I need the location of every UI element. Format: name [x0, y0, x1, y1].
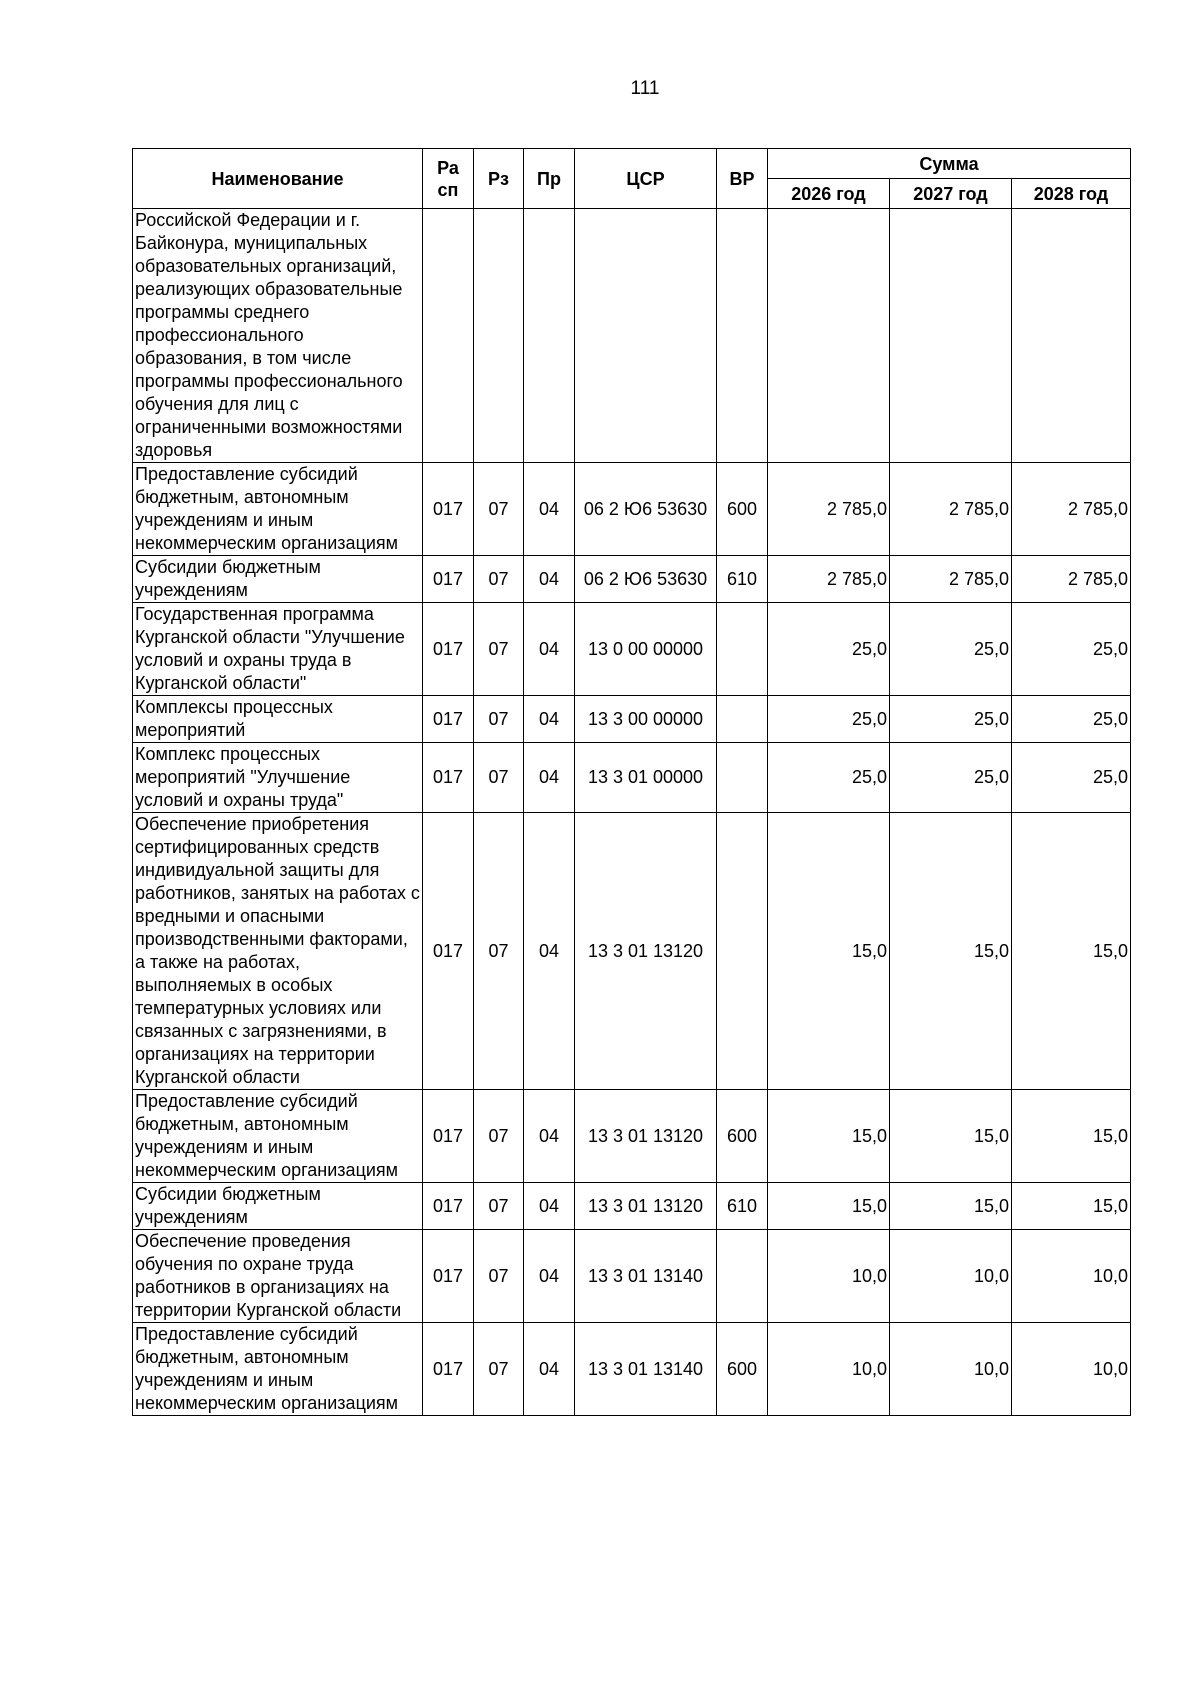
- cell-rasp: 017: [423, 603, 474, 696]
- cell-pr: 04: [524, 603, 575, 696]
- cell-csr: 13 3 01 13140: [575, 1230, 717, 1323]
- cell-rasp: 017: [423, 1323, 474, 1416]
- cell-csr: 13 0 00 00000: [575, 603, 717, 696]
- cell-pr: 04: [524, 1183, 575, 1230]
- cell-name: Предоставление субсидий бюджетным, автономным учреждениям и иным некоммерческим организациям: [133, 1090, 423, 1183]
- cell-vr: 610: [717, 1183, 768, 1230]
- header-year-2028: 2028 год: [1012, 179, 1131, 209]
- cell-rasp: [423, 209, 474, 463]
- table-row: [133, 463, 1131, 556]
- cell-amount-2028: 2 785,0: [1012, 556, 1131, 603]
- cell-csr: 13 3 01 13140: [575, 1323, 717, 1416]
- table-row: [133, 209, 1131, 463]
- table-header: [133, 149, 1131, 209]
- cell-amount-2027: 10,0: [890, 1323, 1012, 1416]
- cell-amount-2027: 15,0: [890, 1183, 1012, 1230]
- cell-rz: 07: [474, 1183, 524, 1230]
- cell-amount-2026: 15,0: [768, 1090, 890, 1183]
- cell-rasp: 017: [423, 696, 474, 743]
- cell-amount-2027: 15,0: [890, 813, 1012, 1090]
- cell-amount-2026: 25,0: [768, 696, 890, 743]
- cell-amount-2028: 2 785,0: [1012, 463, 1131, 556]
- cell-csr: 06 2 Ю6 53630: [575, 463, 717, 556]
- cell-amount-2027: 25,0: [890, 743, 1012, 813]
- cell-amount-2028: 10,0: [1012, 1230, 1131, 1323]
- cell-vr: 600: [717, 1090, 768, 1183]
- cell-amount-2027: 2 785,0: [890, 463, 1012, 556]
- cell-amount-2026: [768, 209, 890, 463]
- cell-pr: 04: [524, 813, 575, 1090]
- cell-amount-2026: 25,0: [768, 603, 890, 696]
- cell-pr: 04: [524, 1230, 575, 1323]
- cell-csr: 13 3 01 13120: [575, 1183, 717, 1230]
- header-year-2027: 2027 год: [890, 179, 1012, 209]
- cell-name: Предоставление субсидий бюджетным, автономным учреждениям и иным некоммерческим организациям: [133, 1323, 423, 1416]
- cell-amount-2028: 10,0: [1012, 1323, 1131, 1416]
- cell-name: Субсидии бюджетным учреждениям: [133, 1183, 423, 1230]
- header-year-2026: 2026 год: [768, 179, 890, 209]
- cell-rz: 07: [474, 603, 524, 696]
- cell-rz: 07: [474, 1230, 524, 1323]
- cell-rz: 07: [474, 813, 524, 1090]
- table-row: [133, 1090, 1131, 1183]
- header-rz: Рз: [474, 149, 524, 209]
- cell-amount-2026: 10,0: [768, 1230, 890, 1323]
- cell-name: Субсидии бюджетным учреждениям: [133, 556, 423, 603]
- cell-amount-2028: [1012, 209, 1131, 463]
- cell-amount-2027: 25,0: [890, 603, 1012, 696]
- table-row: [133, 696, 1131, 743]
- cell-amount-2027: 2 785,0: [890, 556, 1012, 603]
- header-csr: ЦСР: [575, 149, 717, 209]
- cell-vr: [717, 1230, 768, 1323]
- cell-csr: 13 3 00 00000: [575, 696, 717, 743]
- cell-rz: 07: [474, 1090, 524, 1183]
- cell-name: Предоставление субсидий бюджетным, автономным учреждениям и иным некоммерческим организациям: [133, 463, 423, 556]
- cell-rz: 07: [474, 463, 524, 556]
- cell-rz: 07: [474, 1323, 524, 1416]
- header-vr: ВР: [717, 149, 768, 209]
- cell-csr: 13 3 01 13120: [575, 1090, 717, 1183]
- cell-name: Обеспечение приобретения сертифицированных средств индивидуальной защиты для работников, занятых на работах с вредными и опасными производственными факторами, а также на работах, выполняемых в особых температурных условиях или связанных с загрязнениями, в организациях на территории Курганской области: [133, 813, 423, 1090]
- cell-amount-2026: 2 785,0: [768, 463, 890, 556]
- cell-name: Обеспечение проведения обучения по охране труда работников в организациях на территории Курганской области: [133, 1230, 423, 1323]
- cell-amount-2027: 10,0: [890, 1230, 1012, 1323]
- cell-rz: 07: [474, 556, 524, 603]
- cell-name: Российской Федерации и г. Байконура, муниципальных образовательных организаций, реализующих образовательные программы среднего профессионального образования, в том числе программы профессионального обучения для лиц с ограниченными возможностями здоровья: [133, 209, 423, 463]
- cell-vr: [717, 813, 768, 1090]
- cell-amount-2026: 25,0: [768, 743, 890, 813]
- cell-rasp: 017: [423, 463, 474, 556]
- cell-rasp: 017: [423, 1090, 474, 1183]
- cell-rz: 07: [474, 696, 524, 743]
- table-row: [133, 1230, 1131, 1323]
- cell-amount-2027: [890, 209, 1012, 463]
- cell-pr: 04: [524, 696, 575, 743]
- cell-vr: 610: [717, 556, 768, 603]
- cell-amount-2028: 15,0: [1012, 1183, 1131, 1230]
- table-row: [133, 603, 1131, 696]
- table-row: [133, 1183, 1131, 1230]
- cell-rasp: 017: [423, 1183, 474, 1230]
- cell-amount-2028: 25,0: [1012, 696, 1131, 743]
- cell-amount-2027: 25,0: [890, 696, 1012, 743]
- cell-vr: [717, 603, 768, 696]
- cell-rasp: 017: [423, 743, 474, 813]
- cell-vr: [717, 696, 768, 743]
- cell-amount-2028: 25,0: [1012, 743, 1131, 813]
- table-row: [133, 1323, 1131, 1416]
- cell-vr: [717, 743, 768, 813]
- cell-rasp: 017: [423, 813, 474, 1090]
- cell-amount-2026: 15,0: [768, 1183, 890, 1230]
- cell-amount-2026: 2 785,0: [768, 556, 890, 603]
- cell-rasp: 017: [423, 556, 474, 603]
- cell-pr: 04: [524, 463, 575, 556]
- cell-name: Комплекс процессных мероприятий "Улучшение условий и охраны труда": [133, 743, 423, 813]
- cell-vr: 600: [717, 463, 768, 556]
- cell-csr: 06 2 Ю6 53630: [575, 556, 717, 603]
- header-rasp-line1: Ра: [437, 157, 459, 178]
- cell-pr: [524, 209, 575, 463]
- cell-pr: 04: [524, 556, 575, 603]
- table-row: [133, 813, 1131, 1090]
- header-pr: Пр: [524, 149, 575, 209]
- cell-amount-2027: 15,0: [890, 1090, 1012, 1183]
- cell-name: Комплексы процессных мероприятий: [133, 696, 423, 743]
- cell-vr: 600: [717, 1323, 768, 1416]
- cell-csr: [575, 209, 717, 463]
- header-summa: Сумма: [768, 149, 1131, 179]
- cell-amount-2028: 15,0: [1012, 1090, 1131, 1183]
- table-body: [133, 209, 1131, 1416]
- cell-csr: 13 3 01 13120: [575, 813, 717, 1090]
- table-row: [133, 743, 1131, 813]
- cell-amount-2026: 15,0: [768, 813, 890, 1090]
- cell-name: Государственная программа Курганской области "Улучшение условий и охраны труда в Курганской области": [133, 603, 423, 696]
- cell-pr: 04: [524, 1323, 575, 1416]
- cell-amount-2028: 15,0: [1012, 813, 1131, 1090]
- cell-rz: 07: [474, 743, 524, 813]
- cell-rz: [474, 209, 524, 463]
- cell-amount-2028: 25,0: [1012, 603, 1131, 696]
- header-name: Наименование: [133, 149, 423, 209]
- budget-table: [132, 148, 1131, 1416]
- cell-pr: 04: [524, 1090, 575, 1183]
- table-row: [133, 556, 1131, 603]
- page-number: 111: [630, 78, 660, 99]
- cell-pr: 04: [524, 743, 575, 813]
- header-rasp: [423, 149, 474, 209]
- header-rasp-line2: сп: [437, 179, 459, 200]
- cell-amount-2026: 10,0: [768, 1323, 890, 1416]
- cell-vr: [717, 209, 768, 463]
- cell-rasp: 017: [423, 1230, 474, 1323]
- cell-csr: 13 3 01 00000: [575, 743, 717, 813]
